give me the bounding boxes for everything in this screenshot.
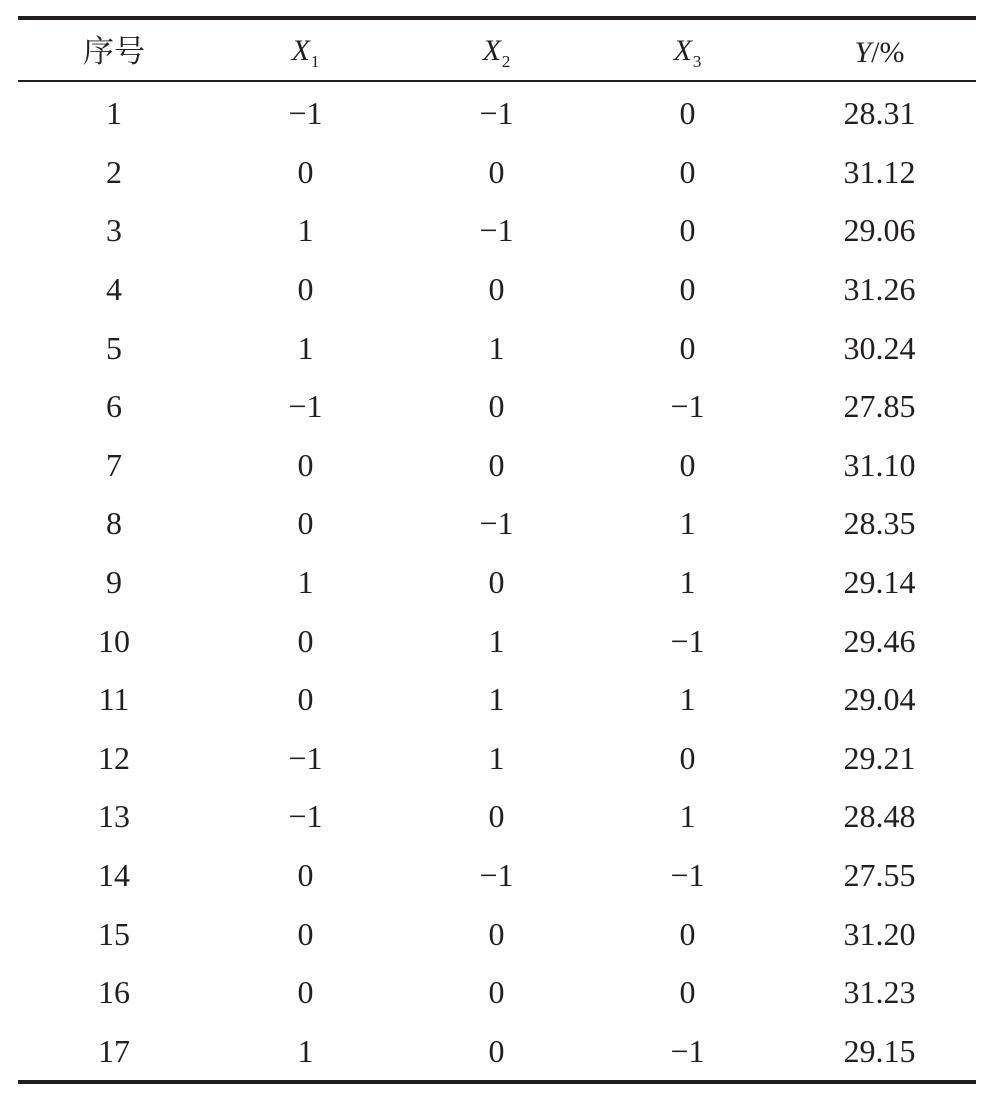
cell-index: 4 xyxy=(106,271,122,308)
table-row xyxy=(18,553,976,612)
cell-x3: 0 xyxy=(679,446,696,483)
cell-y: 30.24 xyxy=(843,329,916,366)
cell-x3: −1 xyxy=(670,622,705,659)
cell-x3: 1 xyxy=(679,505,696,542)
cell-x2: 0 xyxy=(488,271,505,308)
table-row xyxy=(18,729,976,788)
cell-x3: 0 xyxy=(679,739,696,776)
cell-x3: 0 xyxy=(679,153,696,190)
cell-x2: 0 xyxy=(488,1032,505,1069)
cell-x1: 0 xyxy=(297,505,314,542)
cell-x1: 0 xyxy=(297,915,314,952)
cell-x1: 1 xyxy=(297,1032,314,1069)
cell-x1: 0 xyxy=(297,974,314,1011)
cell-x2: −1 xyxy=(479,857,514,894)
cell-index: 9 xyxy=(106,564,122,601)
header-row xyxy=(18,18,976,81)
cell-index: 3 xyxy=(106,212,122,249)
cell-x2: 1 xyxy=(488,622,505,659)
cell-index: 15 xyxy=(98,915,130,952)
cell-y: 29.46 xyxy=(843,622,916,659)
cell-y: 27.55 xyxy=(843,857,916,894)
cell-index: 7 xyxy=(106,446,122,483)
table-row xyxy=(18,143,976,202)
table-header xyxy=(18,18,976,81)
cell-x2: −1 xyxy=(479,212,514,249)
cell-x2: 0 xyxy=(488,153,505,190)
cell-index: 5 xyxy=(106,329,122,366)
table-row xyxy=(18,904,976,963)
header-x3 xyxy=(592,18,783,81)
cell-index: 12 xyxy=(98,739,130,776)
header-x1-var: X xyxy=(291,33,310,67)
cell-x2: 0 xyxy=(488,446,505,483)
table-row xyxy=(18,611,976,670)
table-row xyxy=(18,201,976,260)
cell-y: 31.20 xyxy=(843,915,916,952)
table-row xyxy=(18,787,976,846)
cell-x1: 1 xyxy=(297,564,314,601)
cell-x1: −1 xyxy=(288,739,323,776)
cell-x1: 0 xyxy=(297,681,314,718)
header-x3-var: X xyxy=(673,33,692,67)
cell-index: 16 xyxy=(98,974,130,1011)
cell-x2: 0 xyxy=(488,564,505,601)
experiment-results-table xyxy=(18,16,976,1084)
cell-y: 29.06 xyxy=(843,212,916,249)
cell-x2: −1 xyxy=(479,95,514,132)
experiment-table-container xyxy=(18,16,976,1084)
cell-x3: 0 xyxy=(679,915,696,952)
cell-x1: 0 xyxy=(297,446,314,483)
table-row xyxy=(18,846,976,905)
cell-x2: 0 xyxy=(488,915,505,952)
cell-y: 31.12 xyxy=(843,153,916,190)
table-row xyxy=(18,318,976,377)
cell-x3: −1 xyxy=(670,1032,705,1069)
cell-x1: −1 xyxy=(288,95,323,132)
cell-x2: 0 xyxy=(488,974,505,1011)
header-x2-sub: 2 xyxy=(501,51,511,71)
header-x3-sub: 3 xyxy=(692,51,702,71)
table-row xyxy=(18,963,976,1022)
cell-x1: 1 xyxy=(297,329,314,366)
table-row xyxy=(18,377,976,436)
cell-x3: 1 xyxy=(679,798,696,835)
header-index xyxy=(18,18,210,81)
table-row xyxy=(18,436,976,495)
cell-index: 10 xyxy=(98,622,130,659)
cell-x1: −1 xyxy=(288,388,323,425)
cell-y: 31.10 xyxy=(843,446,916,483)
header-x2 xyxy=(401,18,592,81)
cell-x3: 1 xyxy=(679,681,696,718)
cell-index: 17 xyxy=(98,1032,130,1069)
header-x1 xyxy=(210,18,401,81)
cell-y: 28.35 xyxy=(843,505,916,542)
header-y-var: Y xyxy=(854,35,872,69)
cell-x2: 1 xyxy=(488,739,505,776)
cell-x3: 0 xyxy=(679,974,696,1011)
cell-index: 13 xyxy=(98,798,130,835)
cell-index: 6 xyxy=(106,388,122,425)
cell-y: 29.21 xyxy=(843,739,916,776)
header-x2-var: X xyxy=(482,33,501,67)
cell-index: 8 xyxy=(106,505,122,542)
cell-y: 31.23 xyxy=(843,974,916,1011)
cell-x1: −1 xyxy=(288,798,323,835)
cell-index: 2 xyxy=(106,153,122,190)
cell-x2: 1 xyxy=(488,681,505,718)
table-row xyxy=(18,81,976,143)
cell-index: 11 xyxy=(98,681,130,718)
header-y-unit: /% xyxy=(871,35,905,69)
cell-x1: 1 xyxy=(297,212,314,249)
header-y xyxy=(783,18,976,81)
cell-x3: 0 xyxy=(679,271,696,308)
cell-x2: 0 xyxy=(488,798,505,835)
cell-x2: 1 xyxy=(488,329,505,366)
cell-x2: −1 xyxy=(479,505,514,542)
table-body xyxy=(18,81,976,1082)
cell-x1: 0 xyxy=(297,622,314,659)
cell-y: 27.85 xyxy=(843,388,916,425)
cell-y: 28.48 xyxy=(843,798,916,835)
table-row xyxy=(18,1022,976,1083)
cell-x3: 0 xyxy=(679,329,696,366)
cell-x3: 0 xyxy=(679,95,696,132)
cell-x3: −1 xyxy=(670,388,705,425)
cell-y: 28.31 xyxy=(843,95,916,132)
cell-index: 1 xyxy=(106,95,122,132)
header-x1-sub: 1 xyxy=(310,51,320,71)
cell-y: 29.14 xyxy=(843,564,916,601)
header-index-label: 序号 xyxy=(83,33,145,70)
table-row xyxy=(18,494,976,553)
table-row xyxy=(18,670,976,729)
table-row xyxy=(18,260,976,319)
cell-index: 14 xyxy=(98,857,130,894)
cell-x3: −1 xyxy=(670,857,705,894)
cell-x3: 0 xyxy=(679,212,696,249)
cell-x1: 0 xyxy=(297,857,314,894)
cell-y: 31.26 xyxy=(843,271,916,308)
cell-x1: 0 xyxy=(297,271,314,308)
cell-y: 29.04 xyxy=(843,681,916,718)
cell-x1: 0 xyxy=(297,153,314,190)
cell-x2: 0 xyxy=(488,388,505,425)
cell-x3: 1 xyxy=(679,564,696,601)
cell-y: 29.15 xyxy=(843,1032,916,1069)
